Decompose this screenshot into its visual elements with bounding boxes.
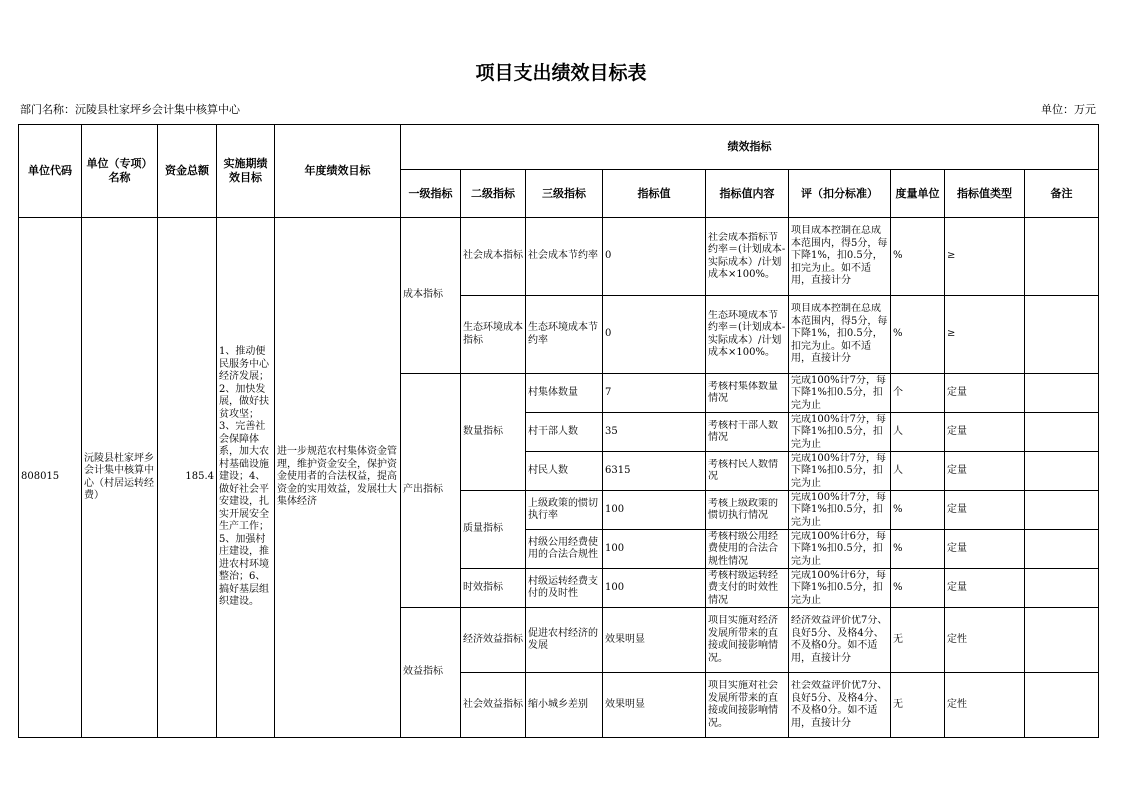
cell-level1-cost: 成本指标 bbox=[401, 218, 461, 374]
cell-type: 定性 bbox=[945, 608, 1025, 673]
cell-type: 定量 bbox=[945, 569, 1025, 608]
cell-content bbox=[706, 374, 789, 413]
cell-level3: 村级公用经费使用的合法合规性 bbox=[526, 530, 603, 569]
cell-value: 效果明显 bbox=[603, 673, 706, 738]
score-text: 完成100%计7分，每下降1%扣0.5分，扣完为止 bbox=[791, 413, 886, 450]
header-level2: 二级指标 bbox=[461, 170, 526, 218]
header-row-1 bbox=[19, 125, 1099, 170]
content-text: 考核村级运转经费支付的时效性情况 bbox=[708, 569, 778, 606]
score-text: 社会效益评价优7分、良好5分、及格4分、不及格0分。如不适用，直接计分 bbox=[791, 680, 888, 729]
cell-content bbox=[706, 608, 789, 673]
cell-unit: % bbox=[891, 218, 945, 296]
header-unit-code: 单位代码 bbox=[19, 125, 82, 218]
content-text: 考核村民人数情况 bbox=[708, 458, 778, 482]
cell-level3: 村民人数 bbox=[526, 452, 603, 491]
cell-level3: 生态环境成本节约率 bbox=[526, 296, 603, 374]
cell-unit: % bbox=[891, 296, 945, 374]
cell-remark bbox=[1025, 296, 1099, 374]
cell-level3: 上级政策的惯切执行率 bbox=[526, 491, 603, 530]
cell-score bbox=[789, 491, 891, 530]
header-level1: 一级指标 bbox=[401, 170, 461, 218]
header-remark: 备注 bbox=[1025, 170, 1099, 218]
cell-type: 定量 bbox=[945, 374, 1025, 413]
cell-level2: 生态环境成本指标 bbox=[461, 296, 526, 374]
cell-level3: 缩小城乡差别 bbox=[526, 673, 603, 738]
score-text: 完成100%计7分，每下降1%扣0.5分，扣完为止 bbox=[791, 452, 886, 489]
cell-unit: 个 bbox=[891, 374, 945, 413]
cell-score bbox=[789, 413, 891, 452]
content-text: 考核上级政策的惯切执行情况 bbox=[708, 497, 778, 521]
cell-value: 效果明显 bbox=[603, 608, 706, 673]
cell-score bbox=[789, 569, 891, 608]
cell-type: 定量 bbox=[945, 413, 1025, 452]
cell-score bbox=[789, 530, 891, 569]
cell-remark bbox=[1025, 569, 1099, 608]
cell-level2: 经济效益指标 bbox=[461, 608, 526, 673]
cell-level2: 时效指标 bbox=[461, 569, 526, 608]
header-total-funds: 资金总额 bbox=[158, 125, 217, 218]
cell-value: 100 bbox=[603, 491, 706, 530]
cell-remark bbox=[1025, 491, 1099, 530]
cell-content bbox=[706, 569, 789, 608]
cell-type: ≥ bbox=[945, 218, 1025, 296]
cell-level3: 村干部人数 bbox=[526, 413, 603, 452]
cell-level2: 社会成本指标 bbox=[461, 218, 526, 296]
cell-level2: 社会效益指标 bbox=[461, 673, 526, 738]
content-text: 生态环境成本节约率＝(计划成本-实际成本）/计划成本×100%。 bbox=[708, 309, 786, 358]
cell-score bbox=[789, 374, 891, 413]
header-measure-unit: 度量单位 bbox=[891, 170, 945, 218]
cell-total-funds: 185.4 bbox=[158, 218, 217, 738]
cell-content bbox=[706, 673, 789, 738]
cell-value: 100 bbox=[603, 569, 706, 608]
cell-score bbox=[789, 452, 891, 491]
cell-value: 35 bbox=[603, 413, 706, 452]
cell-remark bbox=[1025, 413, 1099, 452]
cell-unit: % bbox=[891, 491, 945, 530]
cell-value: 6315 bbox=[603, 452, 706, 491]
cell-level1-benefit: 效益指标 bbox=[401, 608, 461, 738]
cell-content bbox=[706, 218, 789, 296]
header-perf-indicator: 绩效指标 bbox=[401, 125, 1099, 170]
cell-level3: 村级运转经费支付的及时性 bbox=[526, 569, 603, 608]
score-text: 完成100%计6分，每下降1%扣0.5分，扣完为止 bbox=[791, 530, 886, 567]
cell-unit: 无 bbox=[891, 673, 945, 738]
content-text: 社会成本指标节约率＝(计划成本-实际成本）/计划成本×100%。 bbox=[708, 231, 786, 280]
cell-type: ≥ bbox=[945, 296, 1025, 374]
cell-value: 100 bbox=[603, 530, 706, 569]
cell-remark bbox=[1025, 374, 1099, 413]
cell-remark bbox=[1025, 673, 1099, 738]
cell-unit: 无 bbox=[891, 608, 945, 673]
cell-content bbox=[706, 413, 789, 452]
cell-score bbox=[789, 296, 891, 374]
cell-content bbox=[706, 530, 789, 569]
content-text: 考核村级公用经费使用的合法合规性情况 bbox=[708, 530, 778, 567]
page-title: 项目支出绩效目标表 bbox=[475, 62, 647, 84]
cell-unit: 人 bbox=[891, 413, 945, 452]
content-text: 项目实施对经济发展所带来的直接或间接影响情况。 bbox=[708, 615, 778, 664]
cell-level2: 质量指标 bbox=[461, 491, 526, 569]
cell-unit-name: 沅陵县杜家坪乡会计集中核算中心（村居运转经费） bbox=[82, 218, 158, 738]
cell-value: 7 bbox=[603, 374, 706, 413]
score-text: 项目成本控制在总成本范围内，得5分，每下降1%，扣0.5分，扣完为止。如不适用，直接计分 bbox=[791, 225, 888, 287]
cell-type: 定量 bbox=[945, 491, 1025, 530]
score-text: 完成100%计7分，每下降1%扣0.5分，扣完为止 bbox=[791, 491, 886, 528]
header-impl-goal: 实施期绩效目标 bbox=[217, 125, 275, 218]
header-annual-goal: 年度绩效目标 bbox=[275, 125, 401, 218]
cell-level3: 社会成本节约率 bbox=[526, 218, 603, 296]
cell-content bbox=[706, 491, 789, 530]
cell-level2: 数量指标 bbox=[461, 374, 526, 491]
cell-remark bbox=[1025, 608, 1099, 673]
unit-label: 单位：万元 bbox=[1041, 103, 1096, 116]
score-text: 完成100%计7分，每下降1%扣0.5分，扣完为止 bbox=[791, 374, 886, 411]
cell-content bbox=[706, 296, 789, 374]
header-value-type: 指标值类型 bbox=[945, 170, 1025, 218]
cell-level1-output: 产出指标 bbox=[401, 374, 461, 608]
cell-unit: 人 bbox=[891, 452, 945, 491]
table-row bbox=[19, 218, 1099, 296]
cell-score bbox=[789, 608, 891, 673]
cell-content bbox=[706, 452, 789, 491]
cell-score bbox=[789, 218, 891, 296]
cell-value: 0 bbox=[603, 296, 706, 374]
header-unit-name: 单位（专项）名称 bbox=[82, 125, 158, 218]
header-value: 指标值 bbox=[603, 170, 706, 218]
score-text: 经济效益评价优7分、良好5分、及格4分、不及格0分。如不适用，直接计分 bbox=[791, 615, 888, 664]
cell-type: 定量 bbox=[945, 530, 1025, 569]
content-text: 考核村干部人数情况 bbox=[708, 419, 778, 443]
header-content: 指标值内容 bbox=[706, 170, 789, 218]
cell-level3: 促进农村经济的发展 bbox=[526, 608, 603, 673]
performance-table bbox=[18, 124, 1099, 738]
cell-unit: % bbox=[891, 569, 945, 608]
cell-unit-code: 808015 bbox=[19, 218, 82, 738]
content-text: 考核村集体数量情况 bbox=[708, 380, 778, 404]
score-text: 完成100%计6分，每下降1%扣0.5分，扣完为止 bbox=[791, 569, 886, 606]
header-score: 评（扣分标准） bbox=[789, 170, 891, 218]
cell-score bbox=[789, 673, 891, 738]
cell-remark bbox=[1025, 218, 1099, 296]
cell-annual-goal: 进一步规范农村集体资金管理，维护资金安全，保护资金使用者的合法权益，提高资金的实用效益，发展壮大集体经济 bbox=[275, 218, 401, 738]
content-text: 项目实施对社会发展所带来的直接或间接影响情况。 bbox=[708, 680, 778, 729]
department-name: 部门名称：沅陵县杜家坪乡会计集中核算中心 bbox=[20, 103, 240, 116]
cell-remark bbox=[1025, 530, 1099, 569]
cell-impl-goal: 1、推动便民服务中心经济发展；2、加快发展，做好扶贫攻坚；3、完善社会保障体系，加大农村基础设施建设；4、做好社会平安建设，扎实开展安全生产工作；5、加强村庄建设，推进农村环境整治；6、搞好基层组织建设。 bbox=[217, 218, 275, 738]
header-level3: 三级指标 bbox=[526, 170, 603, 218]
cell-level3: 村集体数量 bbox=[526, 374, 603, 413]
cell-unit: % bbox=[891, 530, 945, 569]
score-text: 项目成本控制在总成本范围内，得5分，每下降1%，扣0.5分，扣完为止。如不适用，直接计分 bbox=[791, 303, 888, 365]
cell-remark bbox=[1025, 452, 1099, 491]
cell-type: 定量 bbox=[945, 452, 1025, 491]
cell-type: 定性 bbox=[945, 673, 1025, 738]
cell-value: 0 bbox=[603, 218, 706, 296]
